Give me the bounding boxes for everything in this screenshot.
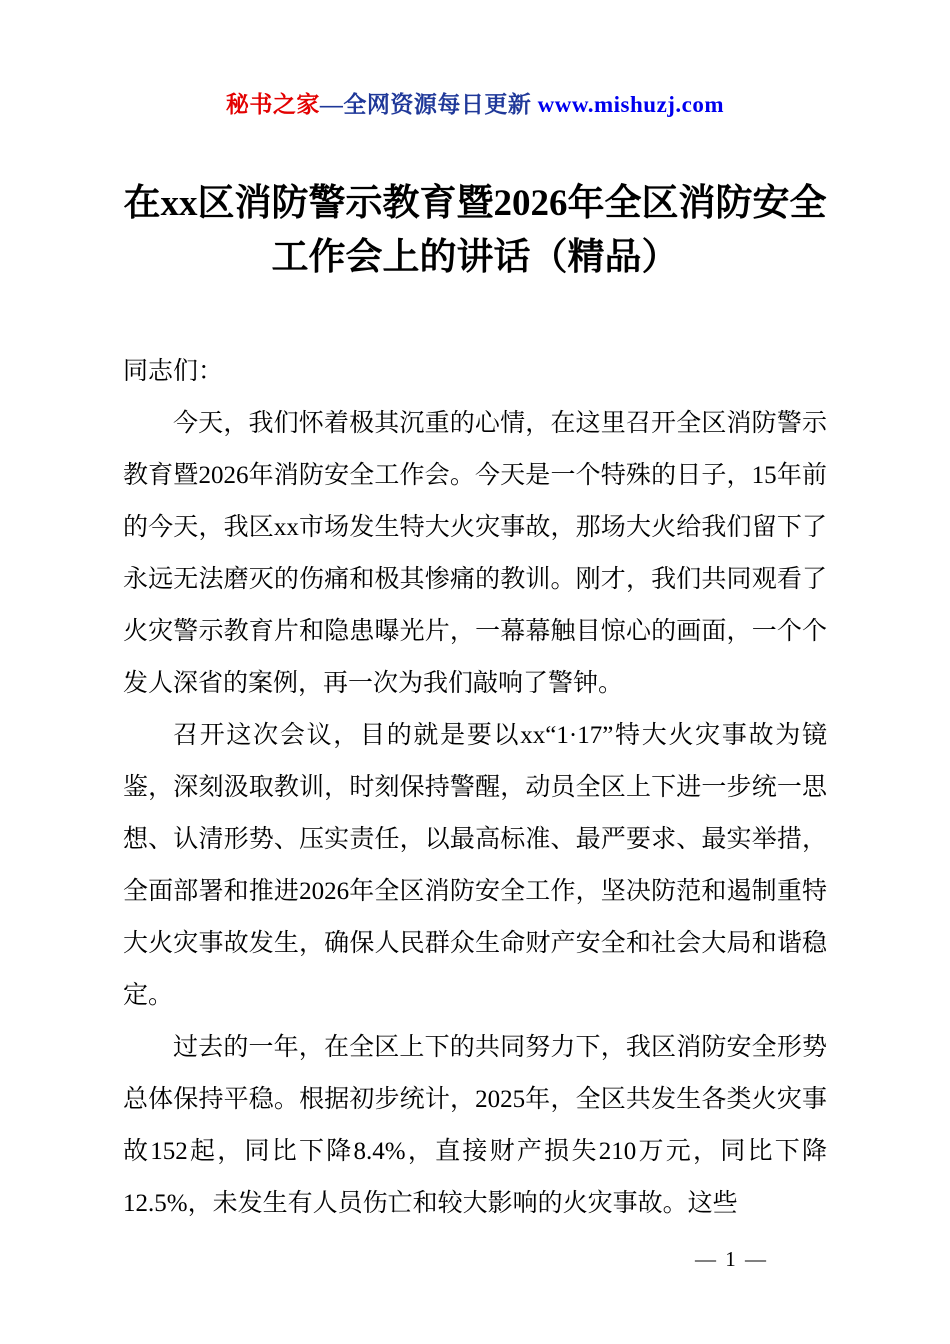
- salutation: 同志们：: [123, 358, 224, 386]
- site-url-link[interactable]: www.mishuzj.com: [537, 92, 725, 117]
- document-title-line1: 在xx区消防警示教育暨2026年全区消防安全: [123, 183, 827, 224]
- document-title: [123, 177, 827, 284]
- site-header: [123, 86, 827, 119]
- page-number: — 1 —: [695, 1247, 768, 1271]
- document-body: [123, 346, 827, 1230]
- paragraph-1: 今天，我们怀着极其沉重的心情，在这里召开全区消防警示教育暨2026年消防安全工作会。今天是一个特殊的日子，15年前的今天，我区xx市场发生特大火灾事故，那场大火给我们留下了永远无法磨灭的伤痛和极其惨痛的教训。刚才，我们共同观看了火灾警示教育片和隐患曝光片，一幕幕触目惊心的画面，一个个发人深省的案例，再一次为我们敲响了警钟。: [123, 410, 827, 698]
- paragraph-2: 召开这次会议，目的就是要以xx“1·17”特大火灾事故为镜鉴，深刻汲取教训，时刻保持警醒，动员全区上下进一步统一思想、认清形势、压实责任，以最高标准、最严要求、最实举措，全面部署和推进2026年全区消防安全工作，坚决防范和遏制重特大火灾事故发生，确保人民群众生命财产安全和社会大局和谐稳定。: [123, 722, 827, 1010]
- site-brand: 秘书之家: [225, 92, 320, 117]
- site-tagline: —全网资源每日更新: [319, 92, 538, 117]
- paragraph-3: 过去的一年，在全区上下的共同努力下，我区消防安全形势总体保持平稳。根据初步统计，2025年，全区共发生各类火灾事故152起，同比下降8.4%，直接财产损失210万元，同比下降12.5%，未发生有人员伤亡和较大影响的火灾事故。这些: [123, 1034, 827, 1218]
- document-title-line2: 工作会上的讲话（精品）: [271, 236, 679, 278]
